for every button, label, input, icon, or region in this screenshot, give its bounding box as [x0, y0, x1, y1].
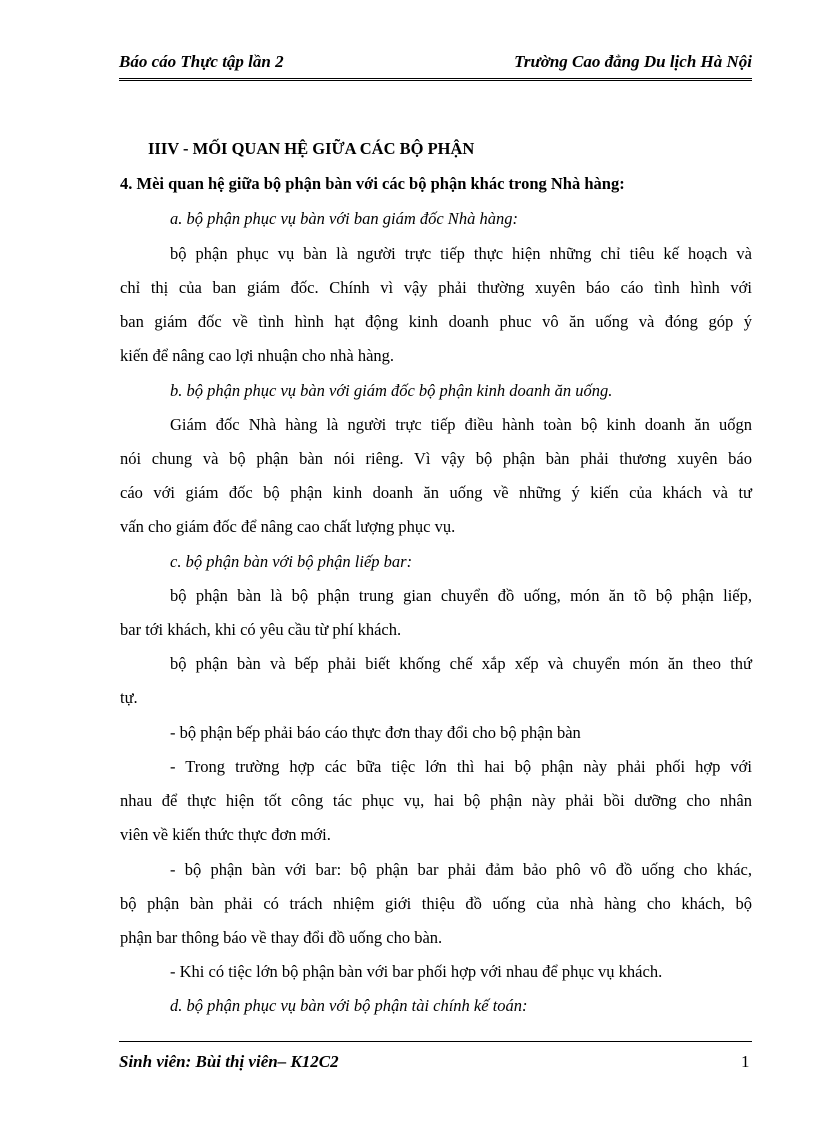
paragraph-line: bộ phận bàn phải có trách nhiệm giới thiệu đồ uống của nhà hàng cho khách, bộ — [120, 894, 752, 913]
paragraph-line: vấn cho giám đốc để nâng cao chất lượng phục vụ. — [120, 517, 456, 536]
item-heading-c: c. bộ phận bàn với bộ phận liếp bar: — [170, 552, 413, 571]
header-report-title: Báo cáo Thực tập lần 2 — [119, 52, 284, 71]
paragraph-line: kiến để nâng cao lợi nhuận cho nhà hàng. — [120, 346, 395, 365]
paragraph-line: bar tới khách, khi có yêu cầu từ phí khách. — [120, 620, 402, 639]
paragraph-line: nói chung và bộ phận bàn nói riêng. Vì vậy bộ phận bàn phải thương xuyên báo — [120, 449, 752, 468]
footer-student-name: Sinh viên: Bùi thị viên– K12C2 — [119, 1052, 339, 1071]
page-number: 1 — [741, 1052, 750, 1071]
bullet-line: - Khi có tiệc lớn bộ phận bàn với bar phối hợp với nhau để phục vụ khách. — [170, 962, 663, 981]
bullet-line: - Trong trường hợp các bữa tiệc lớn thì hai bộ phận này phải phối hợp với — [170, 757, 752, 776]
paragraph-line: bộ phận bàn và bếp phải biết khống chế xắp xếp và chuyển món ăn theo thứ — [170, 654, 752, 673]
paragraph-line: Giám đốc Nhà hàng là người trực tiếp điều hành toàn bộ kinh doanh ăn uốgn — [170, 415, 752, 434]
paragraph-line: tự. — [120, 688, 138, 707]
bullet-line: - bộ phận bếp phải báo cáo thực đơn thay đổi cho bộ phận bàn — [170, 723, 581, 742]
paragraph-line: phận bar thông báo về thay đổi đồ uống cho bàn. — [120, 928, 443, 947]
paragraph-line: bộ phận bàn là bộ phận trung gian chuyển đồ uống, món ăn tõ bộ phận liếp, — [170, 586, 752, 605]
paragraph-line: cáo với giám đốc bộ phận kinh doanh ăn uống về những ý kiến của khách và tư — [120, 483, 752, 502]
paragraph-line: chỉ thị của ban giám đốc. Chính vì vậy phải thường xuyên báo cáo tình hình với — [120, 278, 752, 297]
header-double-rule — [119, 78, 752, 81]
paragraph-line: viên về kiến thức thực đơn mới. — [120, 825, 331, 844]
paragraph-line: nhau để thực hiện tốt công tác phục vụ, hai bộ phận này phải bồi dưỡng cho nhân — [120, 791, 752, 810]
section-title: IIIV - MỐI QUAN HỆ GIỮA CÁC BỘ PHẬN — [148, 139, 475, 158]
item-heading-d: d. bộ phận phục vụ bàn với bộ phận tài chính kế toán: — [170, 996, 528, 1015]
header-bar — [119, 52, 752, 76]
footer-rule — [119, 1041, 752, 1042]
paragraph-line: ban giám đốc về tình hình hạt động kinh doanh phuc vô ăn uống và đóng góp ý — [120, 312, 752, 331]
subsection-title: 4. Mèi quan hệ giữa bộ phận bàn với các bộ phận khác trong Nhà hàng: — [120, 174, 625, 193]
bullet-line: - bộ phận bàn với bar: bộ phận bar phải đảm bảo phô vô đồ uống cho khác, — [170, 860, 752, 879]
header-school-name: Trường Cao đẳng Du lịch Hà Nội — [514, 52, 752, 71]
paragraph-line: bộ phận phục vụ bàn là người trực tiếp thực hiện những chỉ tiêu kế hoạch và — [170, 244, 752, 263]
item-heading-b: b. bộ phận phục vụ bàn với giám đốc bộ phận kinh doanh ăn uống. — [170, 381, 613, 400]
item-heading-a: a. bộ phận phục vụ bàn với ban giám đốc Nhà hàng: — [170, 209, 518, 228]
